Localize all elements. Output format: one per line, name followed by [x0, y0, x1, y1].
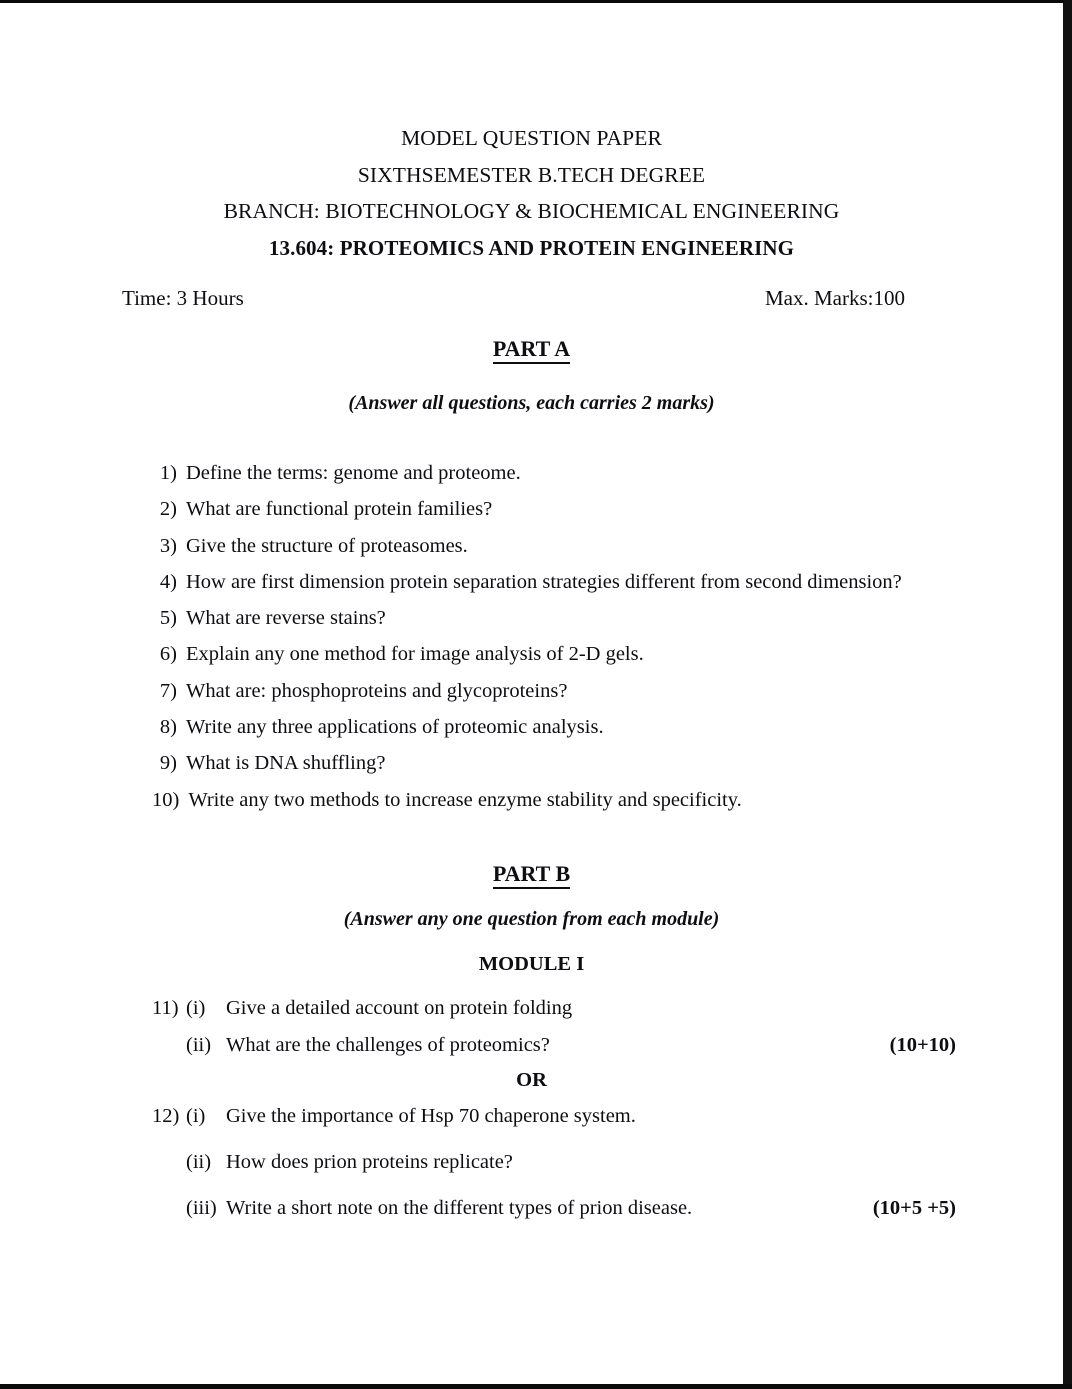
list-item [152, 571, 933, 607]
question-number: 12) [152, 1105, 180, 1127]
question-part-row [152, 1151, 956, 1197]
question-number: 6) [159, 643, 177, 666]
question-text: What are functional protein families? [186, 498, 493, 521]
list-item [152, 607, 933, 643]
question-number: 9) [159, 752, 177, 775]
question-text: Write any three applications of proteomic analysis. [186, 716, 604, 739]
question-text: What are the challenges of proteomics? [226, 1034, 550, 1056]
question-number: 7) [159, 679, 177, 702]
module-heading: MODULE I [478, 953, 585, 975]
question-text: Give a detailed account on protein folding [226, 997, 573, 1019]
exam-duration: Time: 3 Hours [122, 286, 244, 310]
part-b-instruction: (Answer any one question from each module) [343, 908, 720, 930]
question-text: Write a short note on the different types of prion disease. [226, 1197, 693, 1219]
question-part-row [152, 1034, 956, 1071]
question-part-label: (ii) [186, 1151, 212, 1173]
question-text: Define the terms: genome and proteome. [186, 462, 521, 484]
question-marks: (10+5 +5) [872, 1197, 956, 1219]
question-text: Give the importance of Hsp 70 chaperone system. [226, 1105, 636, 1127]
question-part-row [152, 997, 956, 1034]
list-item [152, 716, 933, 752]
question-text: What is DNA shuffling? [186, 752, 386, 775]
question-text: What are: phosphoproteins and glycoproteins? [186, 679, 568, 702]
question-text: How does prion proteins replicate? [226, 1151, 513, 1173]
question-number: 3) [159, 534, 177, 557]
list-item [152, 643, 933, 679]
question-text: Explain any one method for image analysis of 2-D gels. [186, 643, 644, 666]
exam-max-marks: Max. Marks:100 [765, 286, 905, 310]
list-item [152, 752, 933, 788]
part-a-heading-text: PART A [493, 336, 570, 364]
paper-title: MODEL QUESTION PAPER [401, 126, 662, 150]
or-separator: OR [516, 1069, 547, 1091]
question-part-row [152, 1105, 956, 1151]
scan-edge-right [1063, 0, 1072, 1389]
part-b-heading-text: PART B [493, 861, 570, 889]
part-a-instruction: (Answer all questions, each carries 2 marks) [348, 392, 715, 414]
list-item [152, 680, 933, 716]
question-number: 5) [159, 607, 177, 630]
list-item [152, 498, 933, 534]
list-item [152, 462, 933, 498]
exam-meta-row [122, 286, 905, 311]
question-part-row [152, 1197, 956, 1243]
list-item [152, 535, 933, 571]
question-text: How are first dimension protein separation strategies different from second dimension? [186, 570, 902, 593]
question-part-label: (i) [186, 997, 206, 1019]
question-number: 8) [159, 716, 177, 739]
question-text: Write any two methods to increase enzyme stability and specificity. [188, 788, 742, 811]
question-number: 2) [159, 498, 177, 521]
list-item [152, 789, 933, 825]
question-number: 11) [152, 997, 179, 1019]
part-b-heading [0, 861, 1063, 887]
course-code-line: 13.604: PROTEOMICS AND PROTEIN ENGINEERING [268, 236, 795, 260]
question-11-block [152, 997, 956, 1071]
question-part-label: (i) [186, 1105, 206, 1127]
question-number: 1) [159, 462, 177, 484]
question-number: 4) [159, 570, 177, 593]
part-a-heading [0, 336, 1063, 362]
question-text: Give the structure of proteasomes. [186, 534, 468, 557]
question-marks: (10+10) [889, 1034, 956, 1056]
question-text: What are reverse stains? [186, 607, 386, 630]
part-a-question-list [152, 462, 933, 825]
branch-line: BRANCH: BIOTECHNOLOGY & BIOCHEMICAL ENGINEERING [223, 199, 840, 223]
question-part-label: (ii) [186, 1034, 212, 1056]
degree-line: SIXTHSEMESTER B.TECH DEGREE [357, 163, 706, 187]
question-number: 10) [152, 788, 180, 811]
question-part-label: (iii) [186, 1197, 217, 1219]
question-12-block [152, 1105, 956, 1243]
